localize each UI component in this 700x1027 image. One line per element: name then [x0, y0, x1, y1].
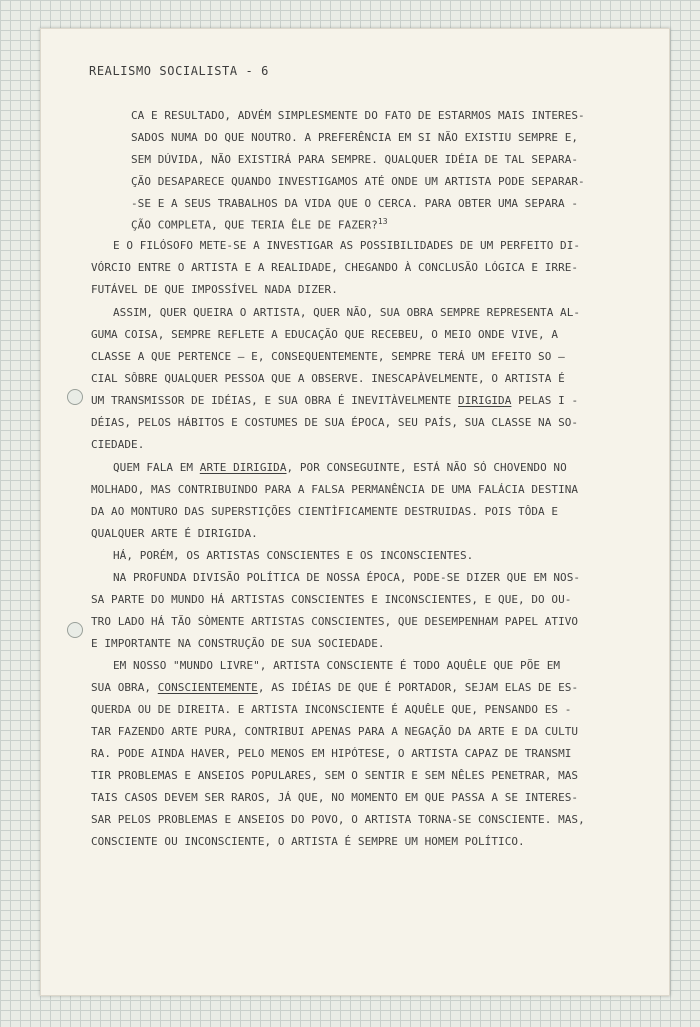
document-page	[40, 28, 670, 996]
text-line	[91, 394, 578, 407]
text-line: QUALQUER ARTE É DIRIGIDA.	[91, 527, 258, 540]
text-line: TAR FAZENDO ARTE PURA, CONTRIBUI APENAS PARA A NEGAÇÃO DA ARTE E DA CULTU	[91, 725, 579, 738]
text-segment: PELAS I -	[511, 394, 579, 407]
text-line: GUMA COISA, SEMPRE REFLETE A EDUCAÇÃO QUE RECEBEU, O MEIO ONDE VIVE, A	[91, 328, 559, 341]
text-line	[91, 681, 578, 694]
text-line: CIEDADE.	[91, 438, 145, 451]
text-line: EM NOSSO "MUNDO LIVRE", ARTISTA CONSCIENTE É TODO AQUÊLE QUE PÕE EM	[113, 659, 561, 672]
text-line: VÓRCIO ENTRE O ARTISTA E A REALIDADE, CHEGANDO À CONCLUSÃO LÓGICA E IRRE-	[91, 261, 579, 274]
text-line: DA AO MONTURO DAS SUPERSTIÇÕES CIENTÌFICAMENTE DESTRUIDAS. POIS TÔDA E	[91, 505, 559, 518]
text-line: MOLHADO, MAS CONTRIBUINDO PARA A FALSA PERMANÊNCIA DE UMA FALÁCIA DESTINA	[91, 483, 579, 496]
text-line: -SE E A SEUS TRABALHOS DA VIDA QUE O CERCA. PARA OBTER UMA SEPARA -	[131, 197, 579, 210]
text-line: E O FILÓSOFO METE-SE A INVESTIGAR AS POSSIBILIDADES DE UM PERFEITO DI-	[113, 239, 581, 252]
text-line: SAR PELOS PROBLEMAS E ANSEIOS DO POVO, O ARTISTA TORNA-SE CONSCIENTE. MAS,	[91, 813, 585, 826]
footnote-ref: 13	[377, 217, 388, 226]
text-line: ASSIM, QUER QUEIRA O ARTISTA, QUER NÃO, SUA OBRA SEMPRE REPRESENTA AL-	[113, 306, 581, 319]
text-line: NA PROFUNDA DIVISÃO POLÍTICA DE NOSSA ÉPOCA, PODE-SE DIZER QUE EM NOS-	[113, 571, 581, 584]
text-line: TIR PROBLEMAS E ANSEIOS POPULARES, SEM O SENTIR E SEM NÊLES PENETRAR, MAS	[91, 769, 579, 782]
text-line: DÉIAS, PELOS HÁBITOS E COSTUMES DE SUA ÉPOCA, SEU PAÍS, SUA CLASSE NA SO-	[91, 416, 579, 429]
page-header: REALISMO SOCIALISTA - 6	[89, 64, 269, 78]
text-line: CLASSE A QUE PERTENCE — E, CONSEQUENTEMENTE, SEMPRE TERÁ UM EFEITO SO —	[91, 350, 565, 363]
text-line: TAIS CASOS DEVEM SER RAROS, JÁ QUE, NO MOMENTO EM QUE PASSA A SE INTERES-	[91, 791, 579, 804]
text-line: ÇÃO DESAPARECE QUANDO INVESTIGAMOS ATÉ ONDE UM ARTISTA PODE SEPARAR-	[131, 175, 585, 188]
text-line: TRO LADO HÁ TÃO SÒMENTE ARTISTAS CONSCIENTES, QUE DESEMPENHAM PAPEL ATIVO	[91, 615, 579, 628]
text-segment: QUEM FALA EM	[113, 461, 194, 474]
text-line: CA E RESULTADO, ADVÉM SIMPLESMENTE DO FATO DE ESTARMOS MAIS INTERES-	[131, 109, 585, 122]
punch-hole-icon	[67, 622, 83, 638]
text-line: RA. PODE AINDA HAVER, PELO MENOS EM HIPÓTESE, O ARTISTA CAPAZ DE TRANSMI	[91, 747, 572, 760]
text-segment: , AS IDÉIAS DE QUE É PORTADOR, SEJAM ELAS DE ES-	[257, 681, 579, 694]
text-line: HÁ, PORÉM, OS ARTISTAS CONSCIENTES E OS INCONSCIENTES.	[113, 549, 474, 562]
text-line: E IMPORTANTE NA CONSTRUÇÃO DE SUA SOCIEDADE.	[91, 637, 385, 650]
text-line: CIAL SÔBRE QUALQUER PESSOA QUE A OBSERVE. INESCAPÀVELMENTE, O ARTISTA É	[91, 372, 565, 385]
text-segment: UM TRANSMISSOR DE IDÉIAS, E SUA OBRA É INEVITÀVELMENTE	[91, 394, 452, 407]
text-segment: ÇÃO COMPLETA, QUE TERIA ÊLE DE FAZER?	[131, 218, 378, 232]
underlined-arte-dirigida: ARTE DIRIGIDA	[199, 461, 287, 474]
punch-hole-icon	[67, 389, 83, 405]
text-segment: , POR CONSEGUINTE, ESTÁ NÃO SÓ CHOVENDO NO	[286, 461, 567, 474]
text-line: CONSCIENTE OU INCONSCIENTE, O ARTISTA É SEMPRE UM HOMEM POLÍTICO.	[91, 835, 525, 848]
text-segment: SUA OBRA,	[91, 681, 152, 694]
underlined-dirigida: DIRIGIDA	[458, 394, 512, 407]
text-line: SA PARTE DO MUNDO HÁ ARTISTAS CONSCIENTES E INCONSCIENTES, E QUE, DO OU-	[91, 593, 572, 606]
text-line: FUTÁVEL DE QUE IMPOSSÍVEL NADA DIZER.	[91, 283, 338, 296]
text-line-with-footnote	[131, 217, 388, 232]
text-line: SADOS NUMA DO QUE NOUTRO. A PREFERÊNCIA EM SI NÃO EXISTIU SEMPRE E,	[131, 131, 579, 144]
underlined-conscientemente: CONSCIENTEMENTE	[157, 681, 258, 694]
text-line: QUERDA OU DE DIREITA. E ARTISTA INCONSCIENTE É AQUÊLE QUE, PENSANDO ES -	[91, 703, 572, 716]
text-line: SEM DÚVIDA, NÃO EXISTIRÁ PARA SEMPRE. QUALQUER IDÉIA DE TAL SEPARA-	[131, 153, 579, 166]
text-line	[113, 461, 567, 474]
